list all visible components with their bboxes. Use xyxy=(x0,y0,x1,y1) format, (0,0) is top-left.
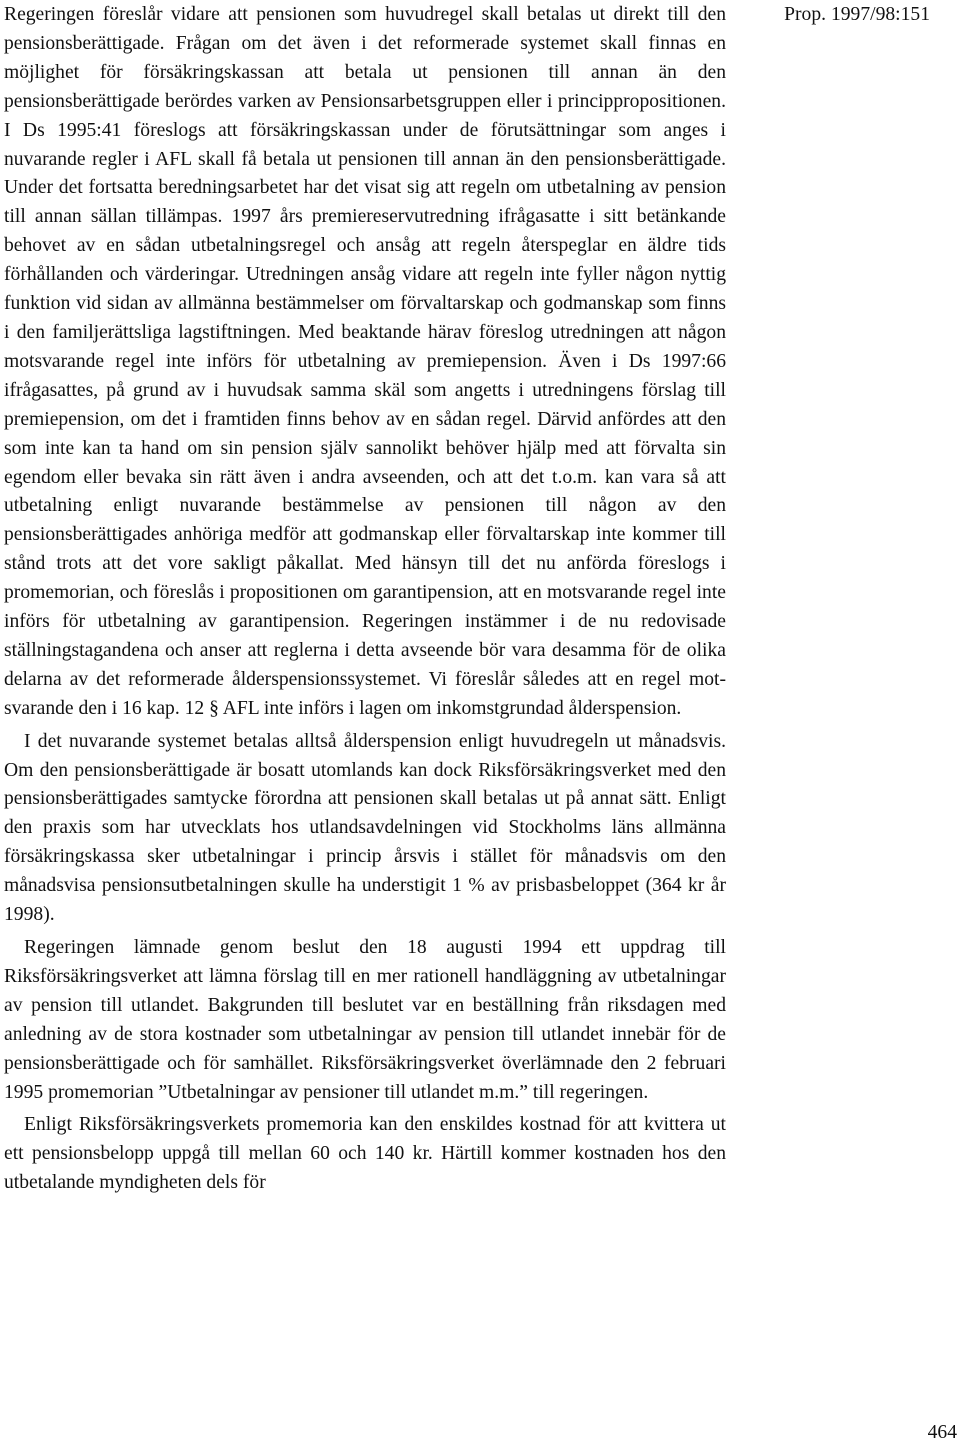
paragraph: Enligt Riksförsäkringsverkets promemoria kan den enskildes kostnad för att kvittera ut ett pensionsbelopp uppgå till mellan 60 och 140 kr. Härtill kommer kostnaden hos den utbetalande myndigheten dels för xyxy=(4,1114,726,1194)
document-reference: Prop. 1997/98:151 xyxy=(784,4,930,25)
paragraph: Regeringen lämnade genom beslut den 18 augusti 1994 ett uppdrag till Riksförsäkringsverket att lämna förslag till en mer rationell handläggning av utbetalningar av pension till utlandet. Bakgrunden till beslutet var en beställning från riksdagen med anledning av de stora kostnader som utbetalningar av pension till utlandet innebär för de pensionsberättigade och för samhället. Riksförsäkringsverket överlämnade den 2 februari 1995 promemorian ”Utbetalningar av pensioner till utlandet m.m.” till regeringen. xyxy=(4,937,726,1103)
page-number: 464 xyxy=(927,1422,957,1443)
paragraph: Regeringen föreslår vidare att pensionen som huvudregel skall betalas ut direkt till den pensionsberättigade. Frågan om det även i det reformerade systemet skall finnas en möjlighet för försäkringskassan att betala ut pensionen till annan än den pensionsberättigade berördes varken av Pensionsarbetsgruppen eller i princippropositionen. I Ds 1995:41 föreslogs att försäkringskassan under de förutsättningar som anges i nuvarande regler i AFL skall få betala ut pensionen till annan än den pensionsberättigade. Under det fortsatta beredningsarbetet har det visat sig att regeln om utbetalning av pension till annan sällan tillämpas. 1997 års premiereservutredning ifrågasatte i sitt betänkande behovet av en sådan utbetalningsregel och ansåg att regeln återspeglar en äldre tids förhållanden och värderingar. Utredningen ansåg vidare att regeln inte fyller någon nyttig funktion vid sidan av allmänna bestämmelser om förvaltarskap och godmanskap som finns i den familjerättsliga lagstiftningen. Med beaktande härav föreslog utredningen att någon motsvarande regel inte införs för utbetalning av premiepension. Även i Ds 1997:66 ifrågasattes, på grund av i huvudsak samma skäl som angetts i utredningens förslag till premiepension, om det i framtiden finns behov av en sådan regel. Därvid anfördes att den som inte kan ta hand om sin pension själv sannolikt behöver hjälp med att förvalta sin egendom eller bevaka sin rätt även i andra avseenden, och att det t.o.m. kan vara så att utbetalning enligt nuvarande bestämmelse av pensionen till någon av den pensionsberättigades anhöriga medför att godmanskap eller förvaltarskap inte kommer till stånd trots att det vore sakligt påkallat. Med hänsyn till det nu anförda föreslogs i promemorian, och föreslås i propositionen om garantipension, att en motsvarande regel inte införs för utbetalning av garantipension. Regeringen instämmer i de nu redovisade ställningstagandena och anser att reglerna i detta avseende bör vara desamma för de olika delarna av det reformerade ålderspensionssystemet. Vi föreslår således att en regel motsvarande den i 16 kap. 12 § AFL inte införs i lagen om inkomstgrundad ålderspension. xyxy=(4,4,726,719)
body-text xyxy=(4,1,726,1198)
paragraph: I det nuvarande systemet betalas alltså ålderspension enligt huvudregeln ut månadsvis. Om den pensionsberättigade är bosatt utomlands kan dock Riksförsäkringsverket med den pensionsberättigades samtycke förordna att pensionen skall betalas ut på annat sätt. Enligt den praxis som har utvecklats hos utlandsavdelningen vid Stockholms läns allmänna försäkringskassa sker utbetalningar i princip årsvis i stället för månadsvis om den månadsvisa pensionsutbetalningen skulle ha understigit 1 % av prisbasbeloppet (364 kr år 1998). xyxy=(4,730,726,926)
